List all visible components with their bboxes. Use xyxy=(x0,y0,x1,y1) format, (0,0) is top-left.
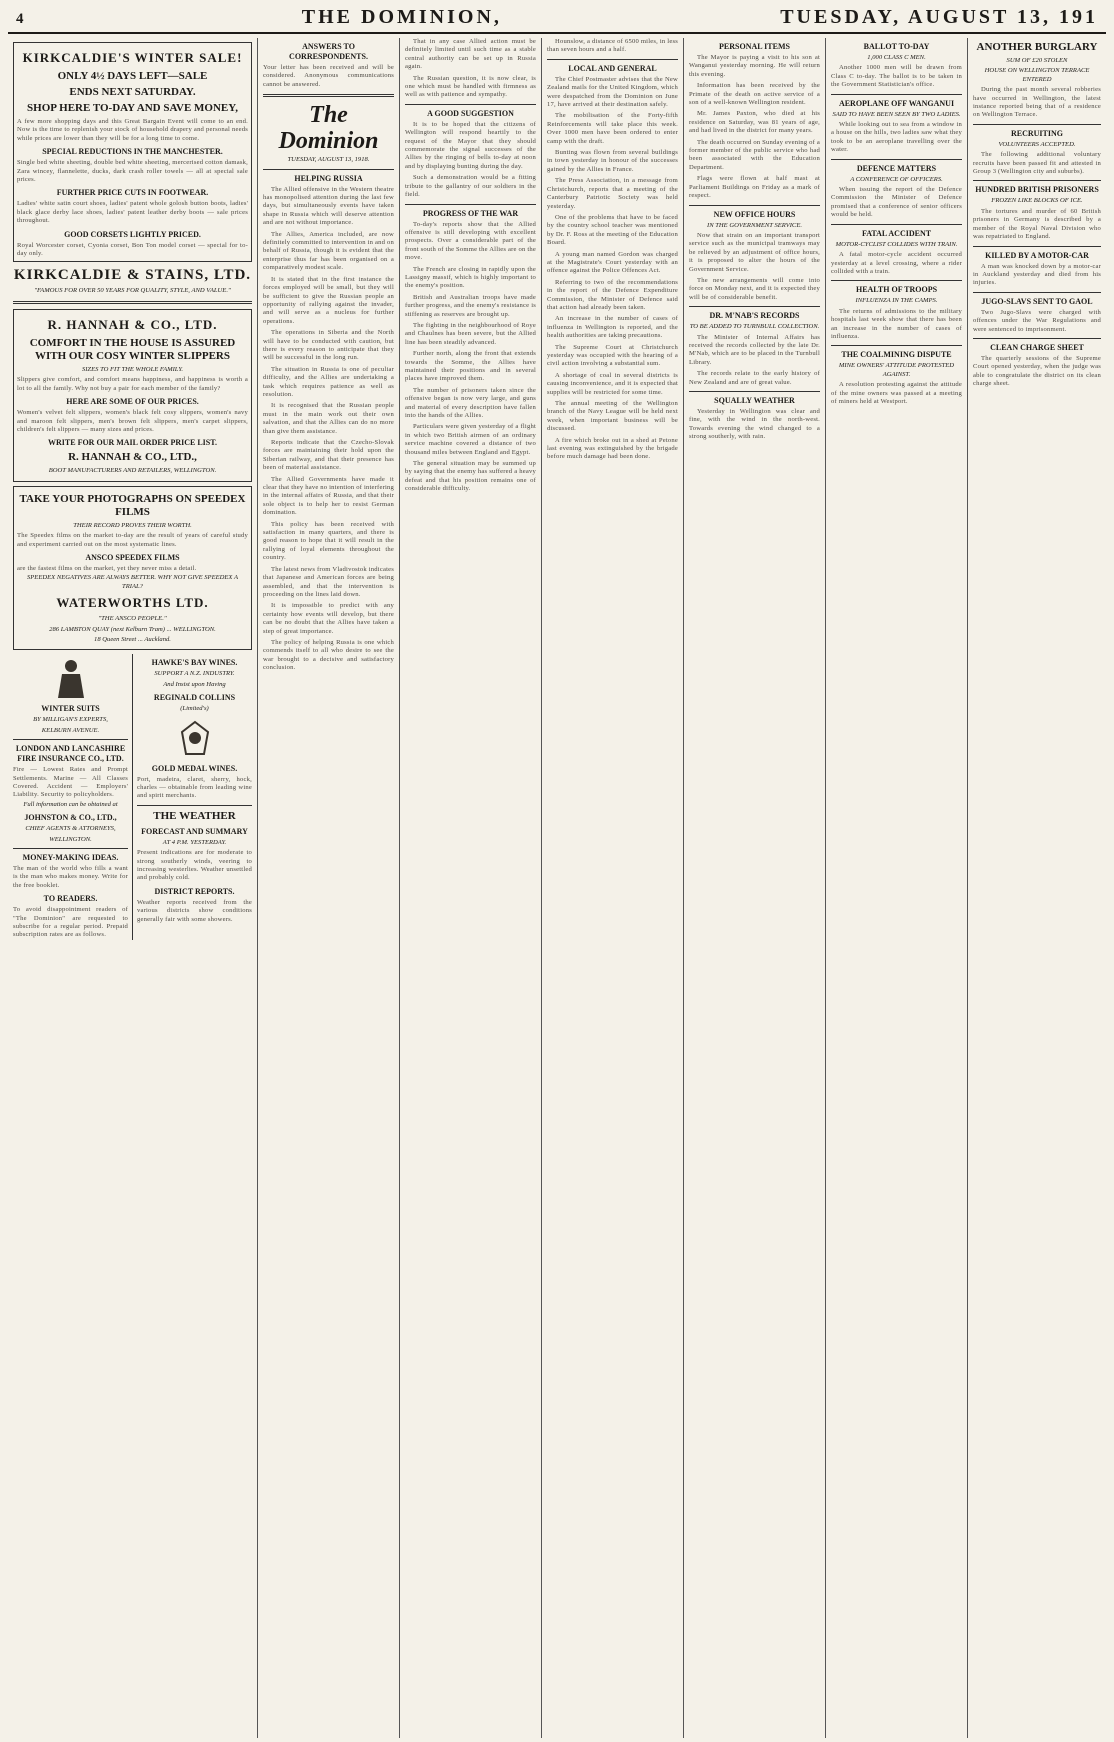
speedex-tagline: SPEEDEX NEGATIVES ARE ALWAYS BETTER. WHY NOT GIVE SPEEDEX A TRIAL? xyxy=(26,574,238,590)
divider xyxy=(689,205,820,206)
defence-heading: DEFENCE MATTERS xyxy=(856,163,937,173)
to-readers: TO READERS. xyxy=(43,894,98,904)
winter-suits: WINTER SUITS xyxy=(41,704,100,714)
dominion-logo: The Dominion xyxy=(278,102,379,155)
good-suggestion-heading: A GOOD SUGGESTION xyxy=(427,108,514,118)
editorial-date: TUESDAY, AUGUST 13, 1918. xyxy=(287,156,370,164)
body-text: To-day's reports show that the Allied offensive is still developing with excellent prospects. Over a considerable part of the front south of the Somme the Allies are on the move. The French are closing in rapidly upon the Lassigny massif, which is highly important to the enemy's position. British and Australian troops have made further progress, and the enemy's resistance is stiffening as reserves are brought up. The fighting in the neighbourhood of Roye and Chaulnes has been severe, but the Allied line has been steadily advanced. Further north, along the front that extends towards the Somme, the Allies have maintained their positions and in several places have improved them. The number of prisoners taken since the offensive began is now very large, and guns and material of every description have fallen into the hands of the Allies. Particulars were given yesterday of a flight in which two British airmen of an ordinary service machine covered a distance of two thousand miles between England and Egypt. The general situation may be summed up by saying that the enemy has suffered a heavy defeat and that his position remains one of considerable difficulty. xyxy=(405,220,536,493)
advertisements-column xyxy=(8,38,258,1738)
speedex-heading: TAKE YOUR PHOTOGRAPHS ON SPEEDEX FILMS xyxy=(19,492,246,518)
body-text: The Speedex films on the market to-day are the result of years of careful study and experiment carried out on the most systematic lines. xyxy=(17,532,248,548)
news-column-5 xyxy=(684,38,826,1738)
body-text: Single bed white sheeting, double bed white sheeting, mercerised cotton damask, Zara wincey, flannelette, ducks, dark crash roller towels — all at special sale prices. xyxy=(17,159,248,184)
burglary-sub-2: HOUSE ON WELLINGTON TERRACE ENTERED xyxy=(984,67,1090,83)
personal-items-heading: PERSONAL ITEMS xyxy=(719,42,790,51)
divider xyxy=(405,104,536,105)
lower-ads-left xyxy=(13,654,133,940)
kirkcaldie-line-1: ONLY 4½ DAYS LEFT—SALE xyxy=(57,70,208,82)
burglary-sub: SUM OF £20 STOLEN xyxy=(1006,57,1068,64)
body-text: Ladies' white satin court shoes, ladies' patent whole golosh button boots, ladies' black glace derby lace shoes, ladies' patent leather derby boots — sale prices throughout. xyxy=(17,200,248,225)
body-text: The Allied offensive in the Western theatre has monopolised attention during the last few days, but simultaneously events have taken shape in Russia which will deserve attention and are not without importance. The Allies, America included, are now definitely committed to intervention in and on behalf of Russia, though it is evident that the enterprise thus far has been organised on a comparatively modest scale. It is stated that in the first instance the forces employed will be small, but they will be sufficient to give the Russian people an opportunity of rallying against the invader, and will serve as a nucleus for further operations. The operations in Siberia and the North will have to be conducted with caution, but there is every reason to anticipate that they will be successful in the long run. The situation in Russia is one of peculiar difficulty, and the Allies are undertaking a task which requires patience as well as resolution. It is recognised that the Russian people must in the main work out their own salvation, and that the Allies can do no more than give them assistance. Reports indicate that the Czecho-Slovak forces are maintaining their hold upon the Siberian railway, and that their presence has been of material assistance. The Allied Governments have made it clear that they have no intention of interfering in the internal affairs of Russia, and that their sole object is to help her to resist German domination. This policy has been received with satisfaction in many quarters, and there is good reason to hope that it will result in the rallying of loyal elements throughout the country. The latest news from Vladivostok indicates that Japanese and American forces are being assembled, and that the intervention is proceeding on the lines laid down. It is impossible to predict with any certainty how events will develop, but there can be no doubt that the Allies have taken a step of great importance. The policy of helping Russia is one which commends itself to all who desire to see the war brought to a decisive and satisfactory conclusion. xyxy=(263,185,394,672)
body-text: During the past month several robberies have occurred in Wellington, the latest instance reported being that of a residence on Wellington Terrace. xyxy=(973,86,1101,119)
body-text: Women's velvet felt slippers, women's black felt cosy slippers, women's navy and maroon felt slippers, men's brown felt slippers, men's carpet slippers, children's felt slippers — many sizes and prices. xyxy=(17,409,248,433)
divider xyxy=(831,224,962,225)
editorial-column xyxy=(258,38,400,1738)
hawkes-bay-emblem-icon xyxy=(168,718,222,760)
ballot-heading: BALLOT TO-DAY xyxy=(863,42,930,51)
kirkcaldie-subhead-2: FURTHER PRICE CUTS IN FOOTWEAR. xyxy=(56,188,209,198)
aeroplane-heading: AEROPLANE OFF WANGANUI xyxy=(838,98,955,108)
body-text: Present indications are for moderate to strong southerly winds, veering to increasing westerlies. Weather unsettled and probably cold. xyxy=(137,849,252,882)
columns xyxy=(8,38,1106,1738)
divider xyxy=(831,280,962,281)
hundred-heading: HUNDRED BRITISH PRISONERS xyxy=(975,185,1099,195)
kirkcaldie-tagline: "FAMOUS FOR OVER 50 YEARS FOR QUALITY, STYLE, AND VALUE." xyxy=(34,287,231,295)
kirkcaldie-stains-name: KIRKCALDIE & STAINS, LTD. xyxy=(13,267,252,284)
body-text: Port, madeira, claret, sherry, hock, charles — obtainable from leading wine and spirit merchants. xyxy=(137,775,252,800)
frozen-sub: FROZEN LIKE BLOCKS OF ICE. xyxy=(991,197,1083,205)
divider xyxy=(973,338,1101,339)
body-text: Royal Worcester corset, Cyonia corset, Bon Ton model corset — special for to-day only. xyxy=(17,241,248,258)
newspaper-title: THE DOMINION, xyxy=(301,6,502,28)
body-text: Fire — Lowest Rates and Prompt Settlements. Marine — All Classes Covered. Accident — Employers' Liability. Security to policyholders. xyxy=(13,766,128,799)
body-text: To avoid disappointment readers of "The Dominion" are requested to subscribe for a regular period. Prepaid subscription rates are as follows. xyxy=(13,906,128,939)
news-column-7 xyxy=(968,38,1106,1738)
body-text: A resolution protesting against the attitude of the mine owners was passed at a meeting of miners held at Westport. xyxy=(831,381,962,405)
masthead xyxy=(8,6,1106,34)
forecast-heading: FORECAST AND SUMMARY xyxy=(141,826,248,836)
body-text: The man of the world who fills a want is the man who makes money. Write for the free booklet. xyxy=(13,865,128,889)
district-reports: DISTRICT REPORTS. xyxy=(154,886,235,896)
hannah-name: R. HANNAH & CO., LTD. xyxy=(47,316,218,332)
kirkcaldie-line-2: ENDS NEXT SATURDAY. xyxy=(69,86,196,98)
chief-agents: CHIEF AGENTS & ATTORNEYS, xyxy=(25,825,116,833)
recruiting-heading: RECRUITING xyxy=(1010,128,1063,138)
johnston: JOHNSTON & CO., LTD., xyxy=(24,813,117,823)
reginald-limited: (Limited's) xyxy=(180,705,209,713)
kirkcaldie-line-3: SHOP HERE TO-DAY AND SAVE MONEY, xyxy=(27,102,238,114)
divider xyxy=(973,246,1101,247)
body-text: A fatal motor-cycle accident occurred yesterday at a level crossing, where a rider collided with a train. xyxy=(831,251,962,275)
govt-service: IN THE GOVERNMENT SERVICE. xyxy=(707,221,802,229)
news-column-4 xyxy=(542,38,684,1738)
hawkes-bay: HAWKE'S BAY WINES. xyxy=(151,658,238,668)
divider xyxy=(405,204,536,205)
divider xyxy=(831,345,962,346)
mnab-heading: DR. M'NAB'S RECORDS xyxy=(709,311,800,321)
hannah-heading: COMFORT IN THE HOUSE IS ASSURED WITH OUR COSY WINTER SLIPPERS xyxy=(29,336,236,362)
wellington: WELLINGTON. xyxy=(49,835,92,843)
body-text: It is to be hoped that the citizens of Wellington will respond heartily to the request of the Mayor that they should commemorate the signal successes of the Allies by the ringing of bells to-day at noon and by displaying bunting during the day. Such a demonstration would be a fitting tribute to the gallantry of our soldiers in the field. xyxy=(405,120,536,199)
body-text: Another 1000 men will be drawn from Class C to-day. The ballot is to be taken in the Government Statistician's office. xyxy=(831,64,962,89)
lower-ads-right xyxy=(133,654,252,940)
body-text: The quarterly sessions of the Supreme Court opened yesterday, when the judge was able to congratulate the district on its clean charge sheet. xyxy=(973,354,1101,388)
waterworths-address-2: 18 Queen Street ... Auckland. xyxy=(94,635,171,643)
body-text: Now that strain on an important transport service such as the municipal tramways may be relieved by an adjustment of office hours, it is proposed to alter the hours of the Government Service. The new arrangements will come into force on Monday next, and it is expected they will be of considerable benefit. xyxy=(689,231,820,301)
speedex-ad xyxy=(13,486,252,651)
fatal-heading: FATAL ACCIDENT xyxy=(861,228,932,238)
divider xyxy=(973,292,1101,293)
hannah-prices-heading: HERE ARE SOME OF OUR PRICES. xyxy=(66,397,199,407)
hannah-footer: R. HANNAH & CO., LTD., xyxy=(68,451,197,464)
body-text: The Chief Postmaster advises that the New Zealand mails for the United Kingdom, which were despatched from the Dominion on June 17, have arrived at their destination safely. The mobilisation of the Forty-fifth Reinforcements will take place this week. Over 1000 men have been ordered to enter camp with the draft. Bunting was flown from several buildings in town yesterday in honour of the successes gained by the Allies in France. The Press Association, in a message from Christchurch, reports that a meeting of the Canterbury Patriotic Society was held yesterday. One of the problems that have to be faced by the country school teacher was mentioned by Dr. F. Ross at the meeting of the Education Board. A young man named Gordon was charged at the Magistrate's Court yesterday with an offence against the Police Offences Act. Referring to two of the recommendations in the report of the Defence Expenditure Commission, the Minister of Defence said that action had already been taken. An increase in the number of cases of influenza in Wellington is reported, and the health authorities are taking precautions. The Supreme Court at Christchurch yesterday was occupied with the hearing of a civil action involving a substantial sum. A shortage of coal in several districts is causing inconvenience, and it is expected that supplies will be restricted for some time. The annual meeting of the Wellington branch of the Navy League will be held next week, when important business will be discussed. A fire which broke out in a shed at Petone last evening was extinguished by the brigade before much damage had been done. xyxy=(547,75,678,461)
page-number: 4 xyxy=(16,11,24,27)
body-text: A man was knocked down by a motor-car in Auckland yesterday and died from his injuries. xyxy=(973,262,1101,287)
news-column-6 xyxy=(826,38,968,1738)
squally-heading: SQUALLY WEATHER xyxy=(714,396,795,405)
body-text: Slippers give comfort, and comfort means happiness, and happiness is worth a lot to all the family. Why not buy a pair for each member of the family? xyxy=(17,376,248,392)
answers-heading: ANSWERS TO CORRESPONDENTS. xyxy=(289,42,368,61)
divider xyxy=(973,124,1101,125)
body-text: That in any case Allied action must be definitely limited until such time as a stable central authority can be set up in Russia again. The Russian question, it is now clear, is one which must be handled with firmness as well as with patience and sympathy. xyxy=(405,38,536,99)
local-general-heading: LOCAL AND GENERAL xyxy=(568,63,657,73)
kirkcaldie-ad xyxy=(13,42,252,262)
body-text: are the fastest films on the market, yet they never miss a detail. xyxy=(17,564,197,572)
divider xyxy=(831,159,962,160)
hannah-footer-2: BOOT MANUFACTURERS AND RETAILERS, WELLINGTON. xyxy=(48,467,217,475)
money-making: MONEY-MAKING IDEAS. xyxy=(22,853,119,863)
health-sub: INFLUENZA IN THE CAMPS. xyxy=(855,297,938,305)
hannah-write: WRITE FOR OUR MAIL ORDER PRICE LIST. xyxy=(48,438,217,448)
divider xyxy=(263,169,394,170)
lower-ads xyxy=(13,654,252,940)
body-text: Hounslow, a distance of 6500 miles, in less than seven hours and a half. xyxy=(547,38,678,54)
divider xyxy=(137,805,252,806)
divider xyxy=(547,59,678,60)
milligan: BY MILLIGAN'S EXPERTS, xyxy=(33,716,108,724)
london-lancashire: LONDON AND LANCASHIRE FIRE INSURANCE CO., LTD. xyxy=(15,744,126,764)
killed-heading: KILLED BY A MOTOR-CAR xyxy=(985,250,1089,260)
hawkes-insist: And Insist upon Having xyxy=(163,680,226,688)
volunteers-sub: VOLUNTEERS ACCEPTED. xyxy=(998,140,1076,148)
burglary-heading: ANOTHER BURGLARY xyxy=(976,41,1098,53)
hannah-subhead: SIZES TO FIT THE WHOLE FAMILY. xyxy=(81,365,184,373)
kirkcaldie-subhead-1: SPECIAL REDUCTIONS IN THE MANCHESTER. xyxy=(42,147,223,157)
forecast-time: AT 4 P.M. YESTERDAY. xyxy=(162,838,227,846)
divider xyxy=(689,391,820,392)
reginald-collins: REGINALD COLLINS xyxy=(153,693,236,703)
speedex-subhead: THEIR RECORD PROVES THEIR WORTH. xyxy=(73,521,192,529)
suit-figure-icon xyxy=(44,658,98,700)
fatal-sub: MOTOR-CYCLIST COLLIDES WITH TRAIN. xyxy=(835,240,958,248)
waterworths-address: 286 LAMBTON QUAY (next Kelburn Tram) ... WELLINGTON. xyxy=(49,625,216,633)
body-text: The following additional voluntary recruits have been passed fit and attested in Group 3 (Wellington city and suburbs). xyxy=(973,151,1101,176)
weather-heading: THE WEATHER xyxy=(153,809,236,822)
body-text: The Minister of Internal Affairs has received the records collected by the late Dr. M'Nab, which are to be placed in the Turnbull Library. The records relate to the early history of New Zealand and are of great value. xyxy=(689,333,820,386)
waterworths-sub: "THE ANSCO PEOPLE." xyxy=(98,615,167,623)
kelburn: KELBURN AVENUE. xyxy=(41,726,100,734)
body-text: A few more shopping days and this Great Bargain Event will come to an end. Now is the time to replenish your stock of household drapery and personal needs while prices are lower than they will be for a long time to come. xyxy=(17,118,248,142)
hannah-ad xyxy=(13,309,252,482)
divider xyxy=(689,306,820,307)
body-text: Two Jugo-Slavs were charged with offences under the War Regulations and were sentenced to imprisonment. xyxy=(973,308,1101,333)
divider xyxy=(13,848,128,849)
body-text: The tortures and murder of 60 British prisoners in Germany is described by a member of the Royal Naval Division who was repatriated to England. xyxy=(973,207,1101,241)
body-text: The Mayor is paying a visit to his son at Wanganui yesterday morning. He will return this evening. Information has been received by the Primate of the death on active service of a son of a well-known Wellington resident. Mr. James Paxton, who died at his residence on Saturday, was 81 years of age, and had lived in the district for many years. The death occurred on Sunday evening of a former member of the public service who had been associated with the Education Department. Flags were flown at half mast at Parliament Buildings on Friday as a mark of respect. xyxy=(689,54,820,200)
turnbull-sub: TO BE ADDED TO TURNBULL COLLECTION. xyxy=(689,323,820,331)
hawkes-support: SUPPORT A N.Z. INDUSTRY. xyxy=(154,670,235,678)
divider xyxy=(13,739,128,740)
speedex-ansco: ANSCO SPEEDEX FILMS xyxy=(85,552,180,562)
kirkcaldie-heading: KIRKCALDIE'S WINTER SALE! xyxy=(22,50,243,65)
body-text: The returns of admissions to the military hospitals last week show that there has been an increase in the number of cases of influenza. xyxy=(831,307,962,340)
kirkcaldie-subhead-3: GOOD CORSETS LIGHTLY PRICED. xyxy=(64,229,201,239)
body-text: While looking out to sea from a window in a house on the hills, two ladies saw what they took to be an aeroplane travelling over the water. xyxy=(831,121,962,154)
divider xyxy=(13,301,252,304)
defence-sub: A CONFERENCE OF OFFICERS. xyxy=(850,175,943,183)
gold-medal: GOLD MEDAL WINES. xyxy=(151,763,238,773)
news-column-3 xyxy=(400,38,542,1738)
progress-heading: PROGRESS OF THE WAR xyxy=(422,208,519,218)
body-text: When issuing the report of the Defence Commission the Minister of Defence promised that a conference of senior officers would be held. xyxy=(831,186,962,219)
body-text: Your letter has been received and will be considered. Anonymous communications cannot be answered. xyxy=(263,64,394,88)
body-text: Weather reports received from the various districts show conditions generally fair with some showers. xyxy=(137,898,252,923)
clean-heading: CLEAN CHARGE SHEET xyxy=(990,342,1084,352)
issue-date: TUESDAY, AUGUST 13, 191 xyxy=(780,6,1098,28)
coal-heading: THE COALMINING DISPUTE xyxy=(841,350,952,360)
divider xyxy=(263,94,394,97)
ballot-sub: 1,000 CLASS C MEN. xyxy=(867,54,926,61)
body-text: Yesterday in Wellington was clear and fine, with the wind in the north-west. Towards evening the wind changed to a strong southerly, with rain. xyxy=(689,408,820,441)
health-heading: HEALTH OF TROOPS xyxy=(855,285,938,295)
coal-sub: MINE OWNERS' ATTITUDE PROTESTED AGAINST. xyxy=(838,362,955,378)
aeroplane-sub: SAID TO HAVE BEEN SEEN BY TWO LADIES. xyxy=(832,110,961,118)
full-info: Full information can be obtained at xyxy=(23,800,118,808)
jugo-heading: JUGO-SLAVS SENT TO GAOL xyxy=(981,296,1093,306)
helping-russia-heading: HELPING RUSSIA xyxy=(294,173,363,183)
waterworths-name: WATERWORTHS LTD. xyxy=(56,595,209,611)
divider xyxy=(831,94,962,95)
new-office-hours-heading: NEW OFFICE HOURS xyxy=(713,209,796,219)
divider xyxy=(973,180,1101,181)
